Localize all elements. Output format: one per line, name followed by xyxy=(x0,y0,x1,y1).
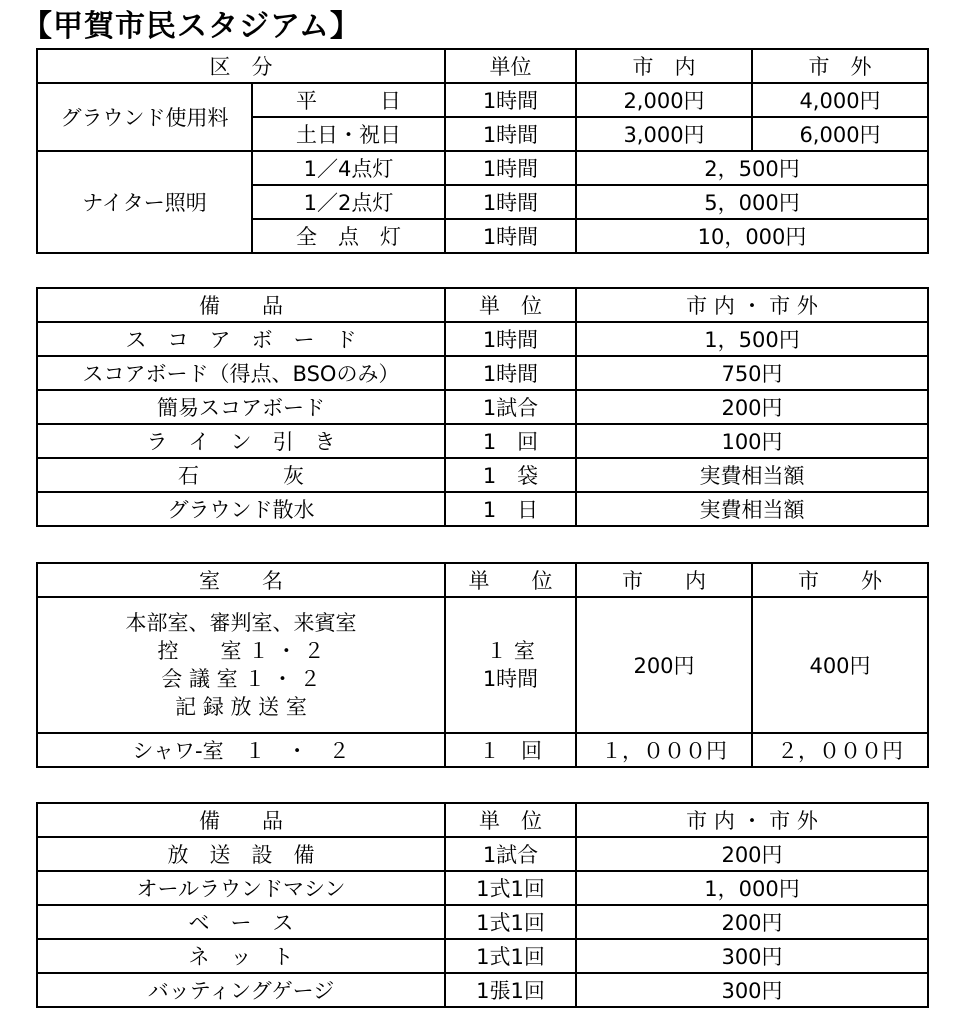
row-subcategory: 平 日 xyxy=(252,83,445,117)
row-unit: 1時間 xyxy=(445,83,576,117)
header-inside: 市 内 xyxy=(576,563,752,597)
table-row xyxy=(37,733,928,767)
row-price: 1，500円 xyxy=(576,322,928,356)
row-price: 実費相当額 xyxy=(576,458,928,492)
equipment-table xyxy=(36,287,929,527)
row-item: ベ ー ス xyxy=(37,905,445,939)
row-unit: 1 袋 xyxy=(445,458,576,492)
row-price: 750円 xyxy=(576,356,928,390)
row-unit: 1式1回 xyxy=(445,871,576,905)
table-row xyxy=(37,151,928,185)
header-outside: 市 外 xyxy=(752,563,928,597)
header-outside: 市 外 xyxy=(752,49,928,83)
header-item: 備 品 xyxy=(37,288,445,322)
row-unit: 1時間 xyxy=(445,322,576,356)
row-item: オールラウンドマシン xyxy=(37,871,445,905)
page-title: 【甲賀市民スタジアム】 xyxy=(22,9,361,44)
header-unit: 単 位 xyxy=(445,288,576,322)
row-outside-price: 6,000円 xyxy=(752,117,928,151)
table-row xyxy=(37,597,928,733)
row-unit: 1張1回 xyxy=(445,973,576,1007)
table-row xyxy=(37,973,928,1007)
row-unit: １ 回 xyxy=(445,733,576,767)
row-unit: 1式1回 xyxy=(445,939,576,973)
table-row xyxy=(37,322,928,356)
table-row xyxy=(37,939,928,973)
table-row xyxy=(37,458,928,492)
row-price: 200円 xyxy=(576,837,928,871)
ground-fee-label: グラウンド使用料 xyxy=(37,83,252,151)
header-item: 備 品 xyxy=(37,803,445,837)
row-outside-price: ２，０００円 xyxy=(752,733,928,767)
row-unit: 1時間 xyxy=(445,185,576,219)
row-price: 2，500円 xyxy=(576,151,928,185)
table-header-row xyxy=(37,563,928,597)
row-unit: 1 回 xyxy=(445,424,576,458)
row-item: ネ ッ ト xyxy=(37,939,445,973)
row-room: シャワ-室 １ ・ ２ xyxy=(37,733,445,767)
header-unit: 単 位 xyxy=(445,803,576,837)
row-unit: １ 室 1時間 xyxy=(445,597,576,733)
header-room: 室 名 xyxy=(37,563,445,597)
row-item: 放 送 設 備 xyxy=(37,837,445,871)
table-header-row xyxy=(37,49,928,83)
row-subcategory: 全 点 灯 xyxy=(252,219,445,253)
header-unit: 単位 xyxy=(445,49,576,83)
row-item: 石 灰 xyxy=(37,458,445,492)
table-row xyxy=(37,871,928,905)
row-subcategory: 1／2点灯 xyxy=(252,185,445,219)
row-unit: 1時間 xyxy=(445,151,576,185)
table-row xyxy=(37,837,928,871)
row-unit: 1 日 xyxy=(445,492,576,526)
header-category: 区 分 xyxy=(37,49,445,83)
ground-fee-table xyxy=(36,48,929,254)
row-inside-price: 3,000円 xyxy=(576,117,752,151)
row-item: ラ イ ン 引 き xyxy=(37,424,445,458)
row-price: 1，000円 xyxy=(576,871,928,905)
table-header-row xyxy=(37,288,928,322)
row-unit: 1試合 xyxy=(445,837,576,871)
row-price: 10，000円 xyxy=(576,219,928,253)
rooms-list: 本部室、審判室、来賓室 控 室 １ ・ ２ 会 議 室 １ ・ ２ 記 録 放 送 室 xyxy=(37,597,445,733)
table-row xyxy=(37,424,928,458)
row-subcategory: 土日・祝日 xyxy=(252,117,445,151)
row-price: 200円 xyxy=(576,390,928,424)
row-price: 200円 xyxy=(576,905,928,939)
table-row xyxy=(37,83,928,117)
row-inside-price: 2,000円 xyxy=(576,83,752,117)
row-price: 5，000円 xyxy=(576,185,928,219)
row-subcategory: 1／4点灯 xyxy=(252,151,445,185)
header-price: 市 内 ・ 市 外 xyxy=(576,288,928,322)
row-unit: 1試合 xyxy=(445,390,576,424)
table-row xyxy=(37,390,928,424)
row-item: バッティングゲージ xyxy=(37,973,445,1007)
row-price: 300円 xyxy=(576,939,928,973)
row-item: ス コ ア ボ ー ド xyxy=(37,322,445,356)
room-fee-table xyxy=(36,562,929,768)
row-unit: 1時間 xyxy=(445,356,576,390)
row-unit: 1式1回 xyxy=(445,905,576,939)
row-price: 実費相当額 xyxy=(576,492,928,526)
table-row xyxy=(37,492,928,526)
row-inside-price: １，０００円 xyxy=(576,733,752,767)
row-item: 簡易スコアボード xyxy=(37,390,445,424)
row-outside-price: 4,000円 xyxy=(752,83,928,117)
equipment-table-2 xyxy=(36,802,929,1008)
table-row xyxy=(37,356,928,390)
night-lighting-label: ナイター照明 xyxy=(37,151,252,253)
header-price: 市 内 ・ 市 外 xyxy=(576,803,928,837)
row-item: スコアボード（得点、BSOのみ） xyxy=(37,356,445,390)
row-price: 100円 xyxy=(576,424,928,458)
row-unit: 1時間 xyxy=(445,219,576,253)
table-header-row xyxy=(37,803,928,837)
row-inside-price: 200円 xyxy=(576,597,752,733)
row-unit: 1時間 xyxy=(445,117,576,151)
row-outside-price: 400円 xyxy=(752,597,928,733)
header-unit: 単 位 xyxy=(445,563,576,597)
table-row xyxy=(37,905,928,939)
header-inside: 市 内 xyxy=(576,49,752,83)
row-price: 300円 xyxy=(576,973,928,1007)
row-item: グラウンド散水 xyxy=(37,492,445,526)
